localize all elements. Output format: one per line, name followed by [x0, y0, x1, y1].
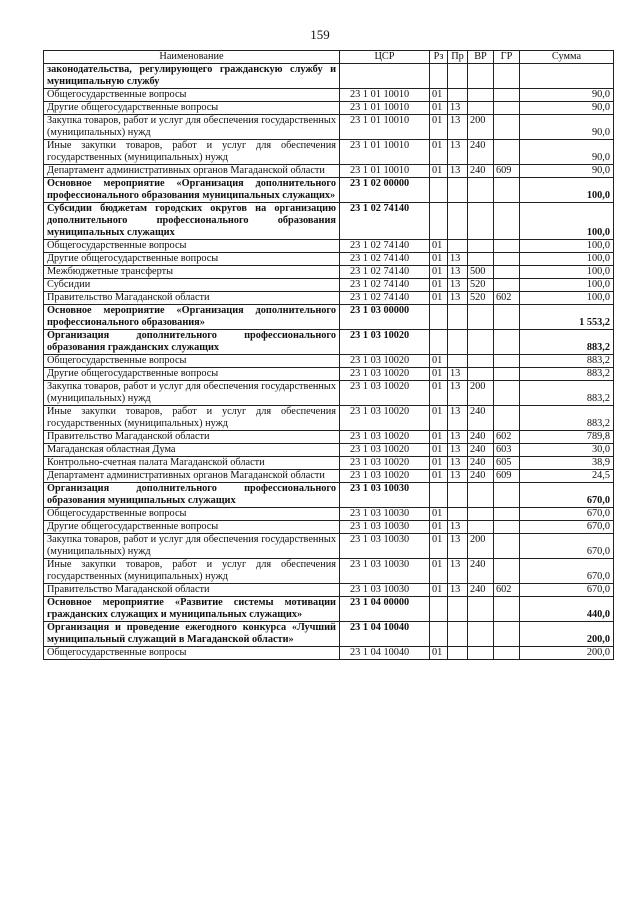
cell-sum: 670,0 — [520, 559, 614, 584]
cell-gr: 602 — [494, 292, 520, 305]
cell-pr — [448, 355, 468, 368]
cell-rz: 01 — [430, 140, 448, 165]
table-row — [44, 559, 614, 584]
cell-sum: 90,0 — [520, 89, 614, 102]
cell-name: Департамент административных органов Магаданской области — [44, 470, 340, 483]
table-row — [44, 115, 614, 140]
table-row — [44, 597, 614, 622]
cell-csr: 23 1 03 10030 — [340, 483, 430, 508]
table-row — [44, 178, 614, 203]
header-csr: ЦСР — [340, 51, 430, 64]
cell-csr: 23 1 03 10020 — [340, 355, 430, 368]
table-row — [44, 381, 614, 406]
table-row — [44, 406, 614, 431]
cell-vr — [468, 355, 494, 368]
cell-pr: 13 — [448, 584, 468, 597]
cell-gr — [494, 647, 520, 660]
cell-rz — [430, 178, 448, 203]
cell-sum: 440,0 — [520, 597, 614, 622]
cell-vr — [468, 253, 494, 266]
cell-name: Правительство Магаданской области — [44, 292, 340, 305]
cell-gr — [494, 406, 520, 431]
cell-rz: 01 — [430, 253, 448, 266]
cell-name: Магаданская областная Дума — [44, 444, 340, 457]
page-number: 159 — [310, 27, 330, 42]
cell-rz — [430, 305, 448, 330]
cell-rz: 01 — [430, 89, 448, 102]
cell-sum: 670,0 — [520, 584, 614, 597]
cell-sum: 38,9 — [520, 457, 614, 470]
cell-rz: 01 — [430, 647, 448, 660]
table-row — [44, 305, 614, 330]
cell-rz — [430, 597, 448, 622]
cell-pr — [448, 330, 468, 355]
cell-rz — [430, 203, 448, 240]
table-row — [44, 279, 614, 292]
cell-name: Другие общегосударственные вопросы — [44, 368, 340, 381]
header-vr: ВР — [468, 51, 494, 64]
cell-rz: 01 — [430, 355, 448, 368]
cell-csr: 23 1 03 10020 — [340, 457, 430, 470]
cell-rz: 01 — [430, 508, 448, 521]
cell-rz: 01 — [430, 521, 448, 534]
cell-sum: 30,0 — [520, 444, 614, 457]
cell-gr: 602 — [494, 431, 520, 444]
cell-csr: 23 1 01 10010 — [340, 102, 430, 115]
cell-csr: 23 1 02 74140 — [340, 266, 430, 279]
cell-csr: 23 1 03 10020 — [340, 470, 430, 483]
cell-csr: 23 1 03 10020 — [340, 406, 430, 431]
cell-csr: 23 1 01 10010 — [340, 89, 430, 102]
cell-csr: 23 1 02 00000 — [340, 178, 430, 203]
cell-pr: 13 — [448, 457, 468, 470]
cell-rz: 01 — [430, 406, 448, 431]
cell-sum: 200,0 — [520, 622, 614, 647]
cell-rz: 01 — [430, 444, 448, 457]
cell-csr: 23 1 03 10030 — [340, 559, 430, 584]
cell-csr: 23 1 02 74140 — [340, 240, 430, 253]
table-row — [44, 89, 614, 102]
cell-rz: 01 — [430, 279, 448, 292]
cell-vr — [468, 305, 494, 330]
cell-name: Другие общегосударственные вопросы — [44, 102, 340, 115]
cell-name: Основное мероприятие «Организация дополнительного профессионального образования муниципальных служащих» — [44, 178, 340, 203]
table-row — [44, 330, 614, 355]
cell-sum: 883,2 — [520, 368, 614, 381]
cell-gr: 609 — [494, 470, 520, 483]
header-sum: Сумма — [520, 51, 614, 64]
cell-sum: 24,5 — [520, 470, 614, 483]
cell-rz: 01 — [430, 115, 448, 140]
cell-name: Организация дополнительного профессионального образования гражданских служащих — [44, 330, 340, 355]
cell-pr — [448, 483, 468, 508]
cell-vr: 520 — [468, 292, 494, 305]
cell-sum: 100,0 — [520, 178, 614, 203]
cell-gr — [494, 381, 520, 406]
cell-name: Закупка товаров, работ и услуг для обеспечения государственных (муниципальных) нужд — [44, 115, 340, 140]
cell-vr — [468, 597, 494, 622]
cell-sum: 90,0 — [520, 165, 614, 178]
cell-csr: 23 1 03 10030 — [340, 584, 430, 597]
cell-name: Правительство Магаданской области — [44, 431, 340, 444]
cell-gr — [494, 355, 520, 368]
cell-name: Другие общегосударственные вопросы — [44, 521, 340, 534]
cell-vr: 200 — [468, 115, 494, 140]
cell-csr: 23 1 03 10020 — [340, 444, 430, 457]
cell-vr — [468, 508, 494, 521]
cell-csr: 23 1 04 00000 — [340, 597, 430, 622]
cell-gr: 603 — [494, 444, 520, 457]
cell-csr: 23 1 02 74140 — [340, 203, 430, 240]
cell-csr: 23 1 02 74140 — [340, 279, 430, 292]
cell-sum: 883,2 — [520, 330, 614, 355]
cell-pr — [448, 203, 468, 240]
table-row — [44, 483, 614, 508]
cell-sum: 90,0 — [520, 102, 614, 115]
header-rz: Рз — [430, 51, 448, 64]
cell-rz: 01 — [430, 292, 448, 305]
cell-rz: 01 — [430, 584, 448, 597]
table-row — [44, 240, 614, 253]
cell-rz: 01 — [430, 240, 448, 253]
cell-pr: 13 — [448, 279, 468, 292]
cell-gr — [494, 266, 520, 279]
cell-pr — [448, 597, 468, 622]
cell-name: Организация дополнительного профессионального образования муниципальных служащих — [44, 483, 340, 508]
table-row — [44, 444, 614, 457]
cell-vr — [468, 64, 494, 89]
cell-gr — [494, 178, 520, 203]
cell-pr — [448, 647, 468, 660]
table-row — [44, 102, 614, 115]
cell-name: Иные закупки товаров, работ и услуг для обеспечения государственных (муниципальных) нужд — [44, 559, 340, 584]
cell-vr — [468, 622, 494, 647]
cell-vr — [468, 102, 494, 115]
cell-gr — [494, 305, 520, 330]
table-row — [44, 64, 614, 89]
header-name: Наименование — [44, 51, 340, 64]
cell-pr: 13 — [448, 534, 468, 559]
cell-csr: 23 1 04 10040 — [340, 622, 430, 647]
cell-sum: 100,0 — [520, 292, 614, 305]
cell-csr: 23 1 03 10020 — [340, 431, 430, 444]
cell-vr — [468, 521, 494, 534]
cell-pr: 13 — [448, 266, 468, 279]
cell-sum: 670,0 — [520, 534, 614, 559]
cell-gr — [494, 521, 520, 534]
cell-name: Общегосударственные вопросы — [44, 89, 340, 102]
cell-sum: 90,0 — [520, 115, 614, 140]
cell-sum: 883,2 — [520, 381, 614, 406]
cell-name: Субсидии бюджетам городских округов на организацию дополнительного профессионального образования муниципальных служащих — [44, 203, 340, 240]
cell-sum: 100,0 — [520, 266, 614, 279]
cell-name: Иные закупки товаров, работ и услуг для обеспечения государственных (муниципальных) нужд — [44, 406, 340, 431]
cell-pr: 13 — [448, 431, 468, 444]
cell-gr — [494, 622, 520, 647]
cell-gr: 602 — [494, 584, 520, 597]
cell-gr — [494, 534, 520, 559]
cell-csr: 23 1 02 74140 — [340, 292, 430, 305]
cell-vr: 200 — [468, 534, 494, 559]
cell-sum: 670,0 — [520, 483, 614, 508]
cell-pr — [448, 89, 468, 102]
cell-pr: 13 — [448, 521, 468, 534]
cell-name: Общегосударственные вопросы — [44, 355, 340, 368]
table-row — [44, 266, 614, 279]
cell-sum: 1 553,2 — [520, 305, 614, 330]
table-row — [44, 368, 614, 381]
cell-pr — [448, 240, 468, 253]
cell-gr: 609 — [494, 165, 520, 178]
cell-rz: 01 — [430, 457, 448, 470]
cell-vr: 520 — [468, 279, 494, 292]
cell-vr: 240 — [468, 165, 494, 178]
cell-gr — [494, 597, 520, 622]
cell-name: Закупка товаров, работ и услуг для обеспечения государственных (муниципальных) нужд — [44, 534, 340, 559]
cell-sum: 883,2 — [520, 406, 614, 431]
cell-gr — [494, 483, 520, 508]
cell-csr: 23 1 01 10010 — [340, 115, 430, 140]
table-row — [44, 165, 614, 178]
cell-rz: 01 — [430, 431, 448, 444]
cell-rz — [430, 483, 448, 508]
cell-name: Правительство Магаданской области — [44, 584, 340, 597]
cell-gr — [494, 368, 520, 381]
cell-name: Общегосударственные вопросы — [44, 508, 340, 521]
table-row — [44, 457, 614, 470]
cell-sum — [520, 64, 614, 89]
cell-sum: 100,0 — [520, 279, 614, 292]
table-row — [44, 355, 614, 368]
cell-gr — [494, 508, 520, 521]
cell-vr: 240 — [468, 470, 494, 483]
cell-vr: 240 — [468, 584, 494, 597]
cell-vr: 240 — [468, 444, 494, 457]
cell-sum: 670,0 — [520, 521, 614, 534]
cell-gr — [494, 279, 520, 292]
table-row — [44, 292, 614, 305]
cell-vr — [468, 240, 494, 253]
table-row — [44, 140, 614, 165]
cell-name: Основное мероприятие «Развитие системы мотивации гражданских служащих и муниципальных служащих» — [44, 597, 340, 622]
cell-name: Закупка товаров, работ и услуг для обеспечения государственных (муниципальных) нужд — [44, 381, 340, 406]
cell-name: Другие общегосударственные вопросы — [44, 253, 340, 266]
cell-name: Иные закупки товаров, работ и услуг для обеспечения государственных (муниципальных) нужд — [44, 140, 340, 165]
cell-vr: 240 — [468, 431, 494, 444]
cell-name: Департамент административных органов Магаданской области — [44, 165, 340, 178]
cell-rz: 01 — [430, 559, 448, 584]
cell-name: законодательства, регулирующего гражданскую службу и муниципальную службу — [44, 64, 340, 89]
cell-gr — [494, 64, 520, 89]
table-row — [44, 622, 614, 647]
cell-pr: 13 — [448, 470, 468, 483]
cell-sum: 670,0 — [520, 508, 614, 521]
cell-pr: 13 — [448, 559, 468, 584]
cell-vr — [468, 178, 494, 203]
cell-rz: 01 — [430, 102, 448, 115]
cell-rz: 01 — [430, 266, 448, 279]
cell-pr — [448, 305, 468, 330]
cell-name: Общегосударственные вопросы — [44, 647, 340, 660]
cell-pr: 13 — [448, 165, 468, 178]
cell-name: Общегосударственные вопросы — [44, 240, 340, 253]
table-row — [44, 508, 614, 521]
cell-pr — [448, 64, 468, 89]
cell-vr — [468, 89, 494, 102]
cell-name: Межбюджетные трансферты — [44, 266, 340, 279]
cell-vr — [468, 203, 494, 240]
cell-gr — [494, 140, 520, 165]
cell-gr — [494, 89, 520, 102]
cell-rz: 01 — [430, 534, 448, 559]
budget-table — [43, 50, 614, 660]
cell-vr: 240 — [468, 457, 494, 470]
cell-pr: 13 — [448, 140, 468, 165]
cell-rz: 01 — [430, 381, 448, 406]
cell-name: Основное мероприятие «Организация дополнительного профессионального образования» — [44, 305, 340, 330]
cell-pr — [448, 508, 468, 521]
cell-vr: 240 — [468, 559, 494, 584]
table-row — [44, 203, 614, 240]
cell-sum: 883,2 — [520, 355, 614, 368]
table-row — [44, 584, 614, 597]
cell-pr: 13 — [448, 292, 468, 305]
cell-csr: 23 1 03 10020 — [340, 368, 430, 381]
cell-sum: 789,8 — [520, 431, 614, 444]
cell-csr: 23 1 04 10040 — [340, 647, 430, 660]
cell-pr: 13 — [448, 444, 468, 457]
cell-pr: 13 — [448, 253, 468, 266]
cell-csr: 23 1 03 00000 — [340, 305, 430, 330]
cell-gr — [494, 240, 520, 253]
cell-gr — [494, 115, 520, 140]
cell-rz — [430, 330, 448, 355]
cell-vr — [468, 483, 494, 508]
cell-name: Организация и проведение ежегодного конкурса «Лучший муниципальный служащий в Магаданской области» — [44, 622, 340, 647]
cell-csr: 23 1 03 10030 — [340, 508, 430, 521]
cell-vr: 200 — [468, 381, 494, 406]
cell-rz — [430, 622, 448, 647]
cell-gr — [494, 559, 520, 584]
table-header-row — [44, 51, 614, 64]
cell-pr: 13 — [448, 381, 468, 406]
cell-pr — [448, 178, 468, 203]
cell-name: Субсидии — [44, 279, 340, 292]
cell-sum: 100,0 — [520, 203, 614, 240]
cell-csr: 23 1 03 10030 — [340, 534, 430, 559]
cell-sum: 200,0 — [520, 647, 614, 660]
cell-vr — [468, 368, 494, 381]
table-row — [44, 470, 614, 483]
cell-rz — [430, 64, 448, 89]
cell-rz: 01 — [430, 470, 448, 483]
cell-gr — [494, 102, 520, 115]
table-row — [44, 647, 614, 660]
cell-pr: 13 — [448, 368, 468, 381]
cell-pr: 13 — [448, 115, 468, 140]
table-row — [44, 521, 614, 534]
cell-vr: 500 — [468, 266, 494, 279]
cell-csr — [340, 64, 430, 89]
cell-csr: 23 1 03 10020 — [340, 381, 430, 406]
cell-csr: 23 1 01 10010 — [340, 165, 430, 178]
cell-vr — [468, 330, 494, 355]
cell-sum: 90,0 — [520, 140, 614, 165]
cell-sum: 100,0 — [520, 240, 614, 253]
cell-pr: 13 — [448, 406, 468, 431]
cell-gr — [494, 253, 520, 266]
table-row — [44, 253, 614, 266]
cell-name: Контрольно-счетная палата Магаданской области — [44, 457, 340, 470]
cell-csr: 23 1 03 10020 — [340, 330, 430, 355]
cell-rz: 01 — [430, 368, 448, 381]
cell-csr: 23 1 03 10030 — [340, 521, 430, 534]
cell-pr — [448, 622, 468, 647]
cell-csr: 23 1 01 10010 — [340, 140, 430, 165]
cell-vr: 240 — [468, 140, 494, 165]
table-row — [44, 534, 614, 559]
cell-vr: 240 — [468, 406, 494, 431]
cell-pr: 13 — [448, 102, 468, 115]
cell-gr — [494, 203, 520, 240]
header-gr: ГР — [494, 51, 520, 64]
cell-csr: 23 1 02 74140 — [340, 253, 430, 266]
table-body — [44, 64, 614, 660]
cell-gr: 605 — [494, 457, 520, 470]
cell-sum: 100,0 — [520, 253, 614, 266]
cell-vr — [468, 647, 494, 660]
header-pr: Пр — [448, 51, 468, 64]
table-row — [44, 431, 614, 444]
cell-gr — [494, 330, 520, 355]
cell-rz: 01 — [430, 165, 448, 178]
